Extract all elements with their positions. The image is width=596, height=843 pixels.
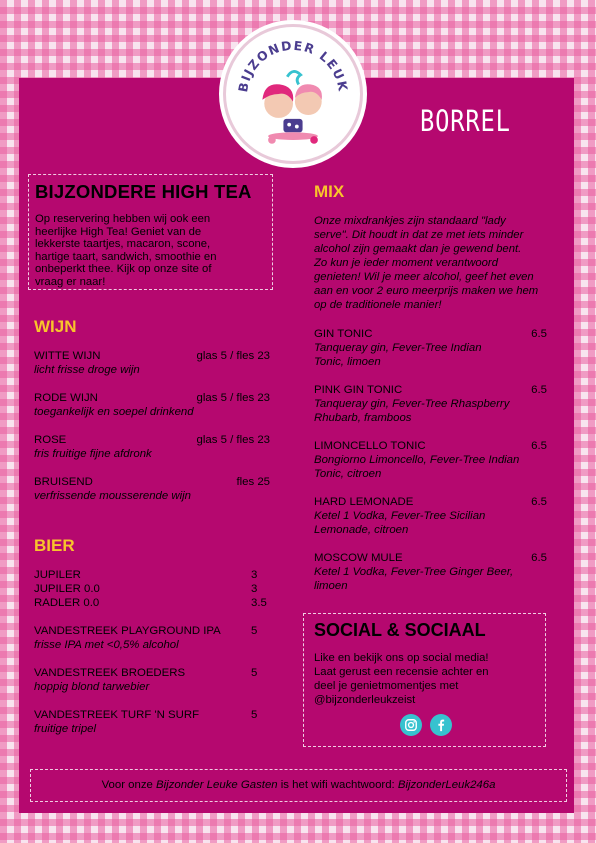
wifi-password: BijzonderLeuk246a: [397, 779, 496, 791]
item-price: 5: [251, 709, 258, 721]
beer-item: [34, 568, 270, 582]
logo-illustration: [226, 27, 360, 161]
item-name: VANDESTREEK TURF 'N SURF: [34, 709, 200, 721]
mix-item: [314, 439, 547, 481]
wine-item: [34, 391, 270, 419]
mix-intro-line: Zo kun je ieder moment verantwoord: [314, 257, 498, 269]
item-desc: Rhubarb, framboos: [314, 412, 412, 424]
item-price: 6.5: [531, 552, 547, 564]
high-tea-box: [28, 174, 273, 290]
mix-item: [314, 495, 547, 537]
item-name: WITTE WIJN: [34, 350, 101, 362]
item-price: 6.5: [531, 384, 547, 396]
high-tea-line: onbeperkt thee. Kijk op onze site of: [35, 263, 212, 276]
instagram-icon[interactable]: [400, 714, 422, 736]
mix-intro-line: alcohol zijn gemaakt dan je gewend bent.: [314, 243, 522, 255]
item-desc: verfrissende mousserende wijn: [34, 490, 192, 502]
item-desc: frisse IPA met <0,5% alcohol: [34, 639, 179, 651]
item-desc: Ketel 1 Vodka, Fever-Tree Sicilian: [314, 510, 486, 522]
page-title: BORREL: [420, 104, 511, 138]
wine-item: [34, 349, 270, 377]
mix-intro-line: serve". Dit houdt in dat ze met iets minder: [314, 229, 524, 241]
section-title-wijn: WIJN: [34, 317, 77, 336]
item-desc: hoppig blond tarwebier: [34, 681, 150, 693]
item-price: fles 25: [236, 476, 270, 488]
wifi-text-part: is het wifi wachtwoord:: [277, 779, 398, 791]
item-desc: fris fruitige fijne afdronk: [34, 448, 152, 460]
item-price: glas 5 / fles 23: [196, 434, 270, 446]
beer-item: [34, 708, 270, 736]
high-tea-line: Op reservering hebben wij ook een: [35, 213, 211, 225]
high-tea-text: [35, 213, 266, 289]
item-desc: Tanqueray gin, Fever-Tree Indian: [314, 342, 482, 354]
item-name: BRUISEND: [34, 476, 93, 488]
item-price: 3: [251, 569, 258, 581]
wifi-guests-text: Bijzonder Leuke Gasten: [156, 779, 278, 791]
item-price: 6.5: [531, 440, 547, 452]
item-desc: Tonic, citroen: [314, 468, 382, 480]
item-desc: Lemonade, citroen: [314, 524, 409, 536]
item-price: 5: [251, 667, 258, 679]
item-name: VANDESTREEK PLAYGROUND IPA: [34, 625, 221, 637]
wifi-text: [31, 779, 566, 791]
beer-item: [34, 624, 270, 652]
item-price: 3.5: [251, 597, 267, 609]
wifi-box: [30, 769, 567, 802]
item-desc: fruitige tripel: [34, 723, 97, 735]
mix-intro: [314, 214, 564, 312]
item-name: VANDESTREEK BROEDERS: [34, 667, 186, 679]
item-name: LIMONCELLO TONIC: [314, 440, 426, 452]
high-tea-line: vraag er naar!: [35, 275, 106, 288]
section-title-bier: BIER: [34, 536, 75, 555]
wifi-text-part: Voor onze: [101, 779, 157, 791]
item-desc: Tonic, limoen: [314, 356, 381, 368]
mix-item: [314, 551, 547, 593]
item-name: GIN TONIC: [314, 328, 373, 340]
beer-item: [34, 596, 270, 610]
social-line: Laat gerust een recensie achter en: [314, 666, 489, 678]
wine-item: [34, 433, 270, 461]
brand-logo: [223, 24, 363, 164]
item-price: 6.5: [531, 496, 547, 508]
mix-intro-line: op de traditionele manier!: [314, 299, 442, 311]
item-desc: limoen: [314, 580, 348, 592]
facebook-icon[interactable]: [430, 714, 452, 736]
item-name: RODE WIJN: [34, 392, 98, 404]
mix-intro-line: aan en voor 2 euro meerprijs maken we hem: [314, 285, 539, 297]
social-line: deel je genietmomentjes met: [314, 680, 459, 692]
item-desc: Tanqueray gin, Fever-Tree Rhaspberry: [314, 398, 510, 410]
item-name: PINK GIN TONIC: [314, 384, 403, 396]
social-icons: [400, 714, 452, 736]
mix-intro-line: genieten! Wil je meer alcohol, geef het even: [314, 271, 534, 283]
item-name: JUPILER: [34, 569, 81, 581]
social-line: Like en bekijk ons op social media!: [314, 652, 489, 664]
item-name: MOSCOW MULE: [314, 552, 403, 564]
beer-item: [34, 666, 270, 694]
high-tea-line: heerlijke High Tea! Geniet van de: [35, 225, 202, 238]
item-name: ROSE: [34, 434, 67, 446]
high-tea-title: BIJZONDERE HIGH TEA: [35, 181, 252, 202]
high-tea-line: hartige taart, sandwich, smoothie en: [35, 250, 217, 263]
item-name: RADLER 0.0: [34, 597, 100, 609]
wine-item: [34, 475, 270, 503]
item-desc: Ketel 1 Vodka, Fever-Tree Ginger Beer,: [314, 566, 514, 578]
social-text: [314, 651, 535, 707]
item-desc: Bongiorno Limoncello, Fever-Tree Indian: [314, 454, 520, 466]
mix-item: [314, 383, 547, 425]
svg-text:BIJZONDER LEUK: BIJZONDER LEUK: [235, 37, 351, 94]
section-title-mix: MIX: [314, 182, 345, 201]
item-desc: toegankelijk en soepel drinkend: [34, 406, 194, 418]
item-price: glas 5 / fles 23: [196, 350, 270, 362]
item-price: 3: [251, 583, 258, 595]
social-box: [303, 613, 546, 747]
item-name: JUPILER 0.0: [34, 583, 100, 595]
beer-item: [34, 582, 270, 596]
item-price: 6.5: [531, 328, 547, 340]
item-price: 5: [251, 625, 258, 637]
high-tea-line: lekkerste taartjes, macaron, scone,: [35, 238, 211, 251]
social-line: @bijzonderleukzeist: [314, 694, 416, 706]
item-name: HARD LEMONADE: [314, 496, 414, 508]
social-title: SOCIAL & SOCIAAL: [314, 620, 486, 640]
item-price: glas 5 / fles 23: [196, 392, 270, 404]
item-desc: licht frisse droge wijn: [34, 364, 140, 376]
mix-item: [314, 327, 547, 369]
mix-intro-line: Onze mixdrankjes zijn standaard "lady: [314, 215, 506, 227]
